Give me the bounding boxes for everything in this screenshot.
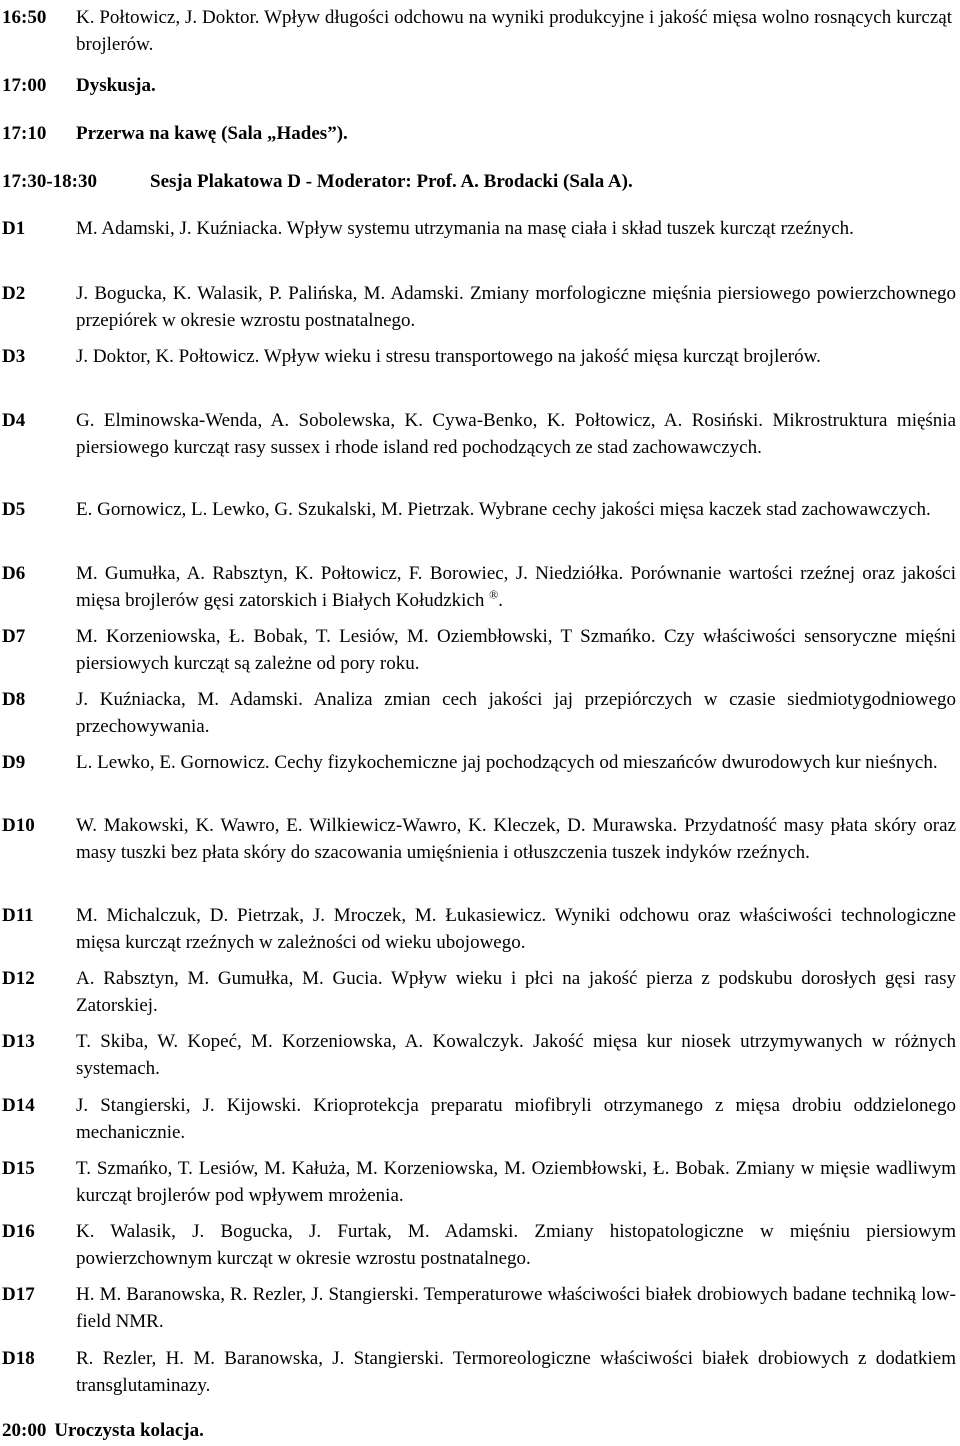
poster-body: [76, 1028, 956, 1082]
registered-mark: ®: [489, 587, 499, 602]
poster-entry: [2, 1155, 956, 1209]
poster-body: [76, 902, 956, 956]
poster-code: D11: [2, 905, 34, 926]
poster-authors: W. Makowski, K. Wawro, E. Wilkiewicz-Wawro, K. Kleczek, D. Murawska.: [76, 815, 678, 836]
poster-title: Jakość mięsa kur niosek utrzymywanych w różnych systemach.: [76, 1031, 956, 1079]
poster-body: [76, 215, 956, 242]
poster-title: Zmiany morfologiczne mięśnia piersiowego powierzchownego przepiórek w okresie wzrostu postnatalnego.: [76, 283, 957, 331]
poster-body: [76, 407, 956, 461]
poster-body: [76, 343, 956, 370]
poster-authors: J. Bogucka, K. Walasik, P. Palińska, M. Adamski.: [76, 283, 464, 304]
slot-time: 16:50: [2, 7, 47, 28]
poster-code: D17: [2, 1284, 35, 1305]
slot-time: 17:10: [2, 123, 47, 144]
poster-entry: [2, 1281, 956, 1335]
poster-authors: L. Lewko, E. Gornowicz.: [76, 752, 270, 773]
poster-authors: T. Skiba, W. Kopeć, M. Korzeniowska, A. Kowalczyk.: [76, 1031, 524, 1052]
poster-title: Zmiany histopatologiczne w mięśniu piersiowym powierzchownym kurcząt w okresie wzrostu postnatalnego.: [76, 1221, 957, 1269]
poster-title: Mikrostruktura mięśnia piersiowego kurcząt rasy sussex i rhode island red pochodzących ze stad zachowawczych.: [76, 410, 957, 458]
poster-entry: [2, 280, 956, 334]
poster-authors: J. Doktor, K. Połtowicz.: [76, 346, 260, 367]
poster-body: [76, 280, 956, 334]
poster-entry: [2, 812, 956, 866]
poster-body: [76, 1155, 956, 1209]
poster-code: D5: [2, 499, 26, 520]
poster-entry: [2, 965, 956, 1019]
slot-text: Dyskusja.: [76, 75, 156, 96]
poster-body: [76, 1092, 956, 1146]
poster-body: [76, 1218, 956, 1272]
poster-body: [76, 686, 956, 740]
closing-slot: [2, 1417, 204, 1444]
slot-text: Sesja Plakatowa D - Moderator: Prof. A. Brodacki (Sala A).: [150, 171, 633, 192]
poster-title: Porównanie wartości rzeźnej oraz jakości mięsa brojlerów gęsi zatorskich i Białych Kołudzkich: [76, 563, 957, 611]
poster-body: [76, 749, 956, 776]
poster-code: D14: [2, 1095, 35, 1116]
poster-title: Wybrane cechy jakości mięsa kaczek stad zachowawczych.: [478, 499, 931, 520]
poster-body: [76, 965, 956, 1019]
poster-entry: [2, 560, 956, 614]
poster-body: [76, 623, 956, 677]
poster-title: Krioprotekcja preparatu miofibryli otrzymanego z mięsa drobiu oddzielonego mechanicznie.: [76, 1095, 956, 1143]
poster-body: [76, 560, 956, 614]
poster-code: D3: [2, 346, 26, 367]
slot-text: Przerwa na kawę (Sala „Hades”).: [76, 123, 348, 144]
slot-time: 17:00: [2, 75, 47, 96]
poster-title: Wpływ systemu utrzymania na masę ciała i skład tuszek kurcząt rzeźnych.: [286, 218, 854, 239]
schedule-slot-1700: [2, 72, 952, 99]
poster-code: D1: [2, 218, 26, 239]
poster-code: D10: [2, 815, 35, 836]
poster-code: D2: [2, 283, 26, 304]
poster-authors: A. Rabsztyn, M. Gumułka, M. Gucia.: [76, 968, 383, 989]
poster-title: Wpływ wieku i stresu transportowego na jakość mięsa kurcząt brojlerów.: [263, 346, 821, 367]
poster-title-end: .: [498, 590, 504, 611]
poster-entry: [2, 623, 956, 677]
poster-code: D15: [2, 1158, 35, 1179]
poster-title: Temperaturowe właściwości białek drobiowych badane techniką low-field NMR.: [76, 1284, 956, 1332]
poster-entry: [2, 902, 956, 956]
poster-body: [76, 812, 956, 866]
slot-time: 20:00: [2, 1420, 47, 1441]
poster-entry: [2, 1028, 956, 1082]
poster-authors: E. Gornowicz, L. Lewko, G. Szukalski, M. Pietrzak.: [76, 499, 475, 520]
poster-code: D12: [2, 968, 35, 989]
poster-entry: [2, 1218, 956, 1272]
poster-title: Przydatność masy płata skóry oraz masy tuszki bez płata skóry do szacowania umięśnienia i otłuszczenia tuszek indyków rzeźnych.: [76, 815, 956, 863]
poster-code: D18: [2, 1348, 35, 1369]
poster-authors: M. Adamski, J. Kuźniacka.: [76, 218, 283, 239]
poster-authors: J. Stangierski, J. Kijowski.: [76, 1095, 302, 1116]
poster-title: Wyniki odchowu oraz właściwości technologiczne mięsa kurcząt rzeźnych w zależności od wieku ubojowego.: [76, 905, 956, 953]
poster-entry: [2, 407, 956, 461]
poster-body: [76, 1345, 956, 1399]
poster-entry: [2, 1092, 956, 1146]
poster-code: D9: [2, 752, 26, 773]
poster-title: Zmiany w mięsie wadliwym kurcząt brojlerów pod wpływem mrożenia.: [76, 1158, 956, 1206]
poster-authors: H. M. Baranowska, R. Rezler, J. Stangierski.: [76, 1284, 419, 1305]
poster-code: D6: [2, 563, 26, 584]
poster-title: Analiza zmian cech jakości jaj przepiórczych w czasie siedmiotygodniowego przechowywania.: [76, 689, 956, 737]
poster-authors: M. Michalczuk, D. Pietrzak, J. Mroczek, M. Łukasiewicz.: [76, 905, 547, 926]
poster-entry: [2, 686, 956, 740]
poster-title: Cechy fizykochemiczne jaj pochodzących od mieszańców dwurodowych kur nieśnych.: [274, 752, 938, 773]
poster-title: Czy właściwości sensoryczne mięśni piersiowych kurcząt są zależne od pory roku.: [76, 626, 957, 674]
poster-authors: K. Walasik, J. Bogucka, J. Furtak, M. Adamski.: [76, 1221, 519, 1242]
poster-entry: [2, 496, 956, 523]
poster-entry: [2, 215, 956, 242]
poster-code: D16: [2, 1221, 35, 1242]
poster-authors: M. Korzeniowska, Ł. Bobak, T. Lesiów, M. Oziembłowski, T Szmańko.: [76, 626, 656, 647]
slot-text: Uroczysta kolacja.: [54, 1420, 204, 1441]
poster-authors: J. Kuźniacka, M. Adamski.: [76, 689, 303, 710]
poster-body: [76, 496, 956, 523]
poster-authors: M. Gumułka, A. Rabsztyn, K. Połtowicz, F. Borowiec, J. Niedziółka.: [76, 563, 624, 584]
poster-authors: R. Rezler, H. M. Baranowska, J. Stangierski.: [76, 1348, 444, 1369]
poster-authors: T. Szmańko, T. Lesiów, M. Kałuża, M. Korzeniowska, M. Oziembłowski, Ł. Bobak.: [76, 1158, 730, 1179]
schedule-slot-1710: [2, 120, 952, 147]
poster-body: [76, 1281, 956, 1335]
slot-time: 17:30-18:30: [2, 171, 97, 192]
poster-code: D13: [2, 1031, 35, 1052]
poster-code: D4: [2, 410, 26, 431]
poster-title: Termoreologiczne właściwości białek drobiowych z dodatkiem transglutaminazy.: [76, 1348, 956, 1396]
schedule-slot-1730: [2, 168, 952, 195]
schedule-slot-1650: [2, 4, 952, 58]
poster-entry: [2, 1345, 956, 1399]
poster-code: D8: [2, 689, 26, 710]
poster-code: D7: [2, 626, 26, 647]
poster-entry: [2, 749, 956, 776]
slot-text: K. Połtowicz, J. Doktor. Wpływ długości odchowu na wyniki produkcyjne i jakość mięsa wolno rosnących kurcząt brojlerów.: [76, 7, 952, 55]
poster-title: Wpływ wieku i płci na jakość pierza z podskubu dorosłych gęsi rasy Zatorskiej.: [76, 968, 956, 1016]
poster-authors: G. Elminowska-Wenda, A. Sobolewska, K. Cywa-Benko, K. Połtowicz, A. Rosiński.: [76, 410, 764, 431]
poster-entry: [2, 343, 956, 370]
